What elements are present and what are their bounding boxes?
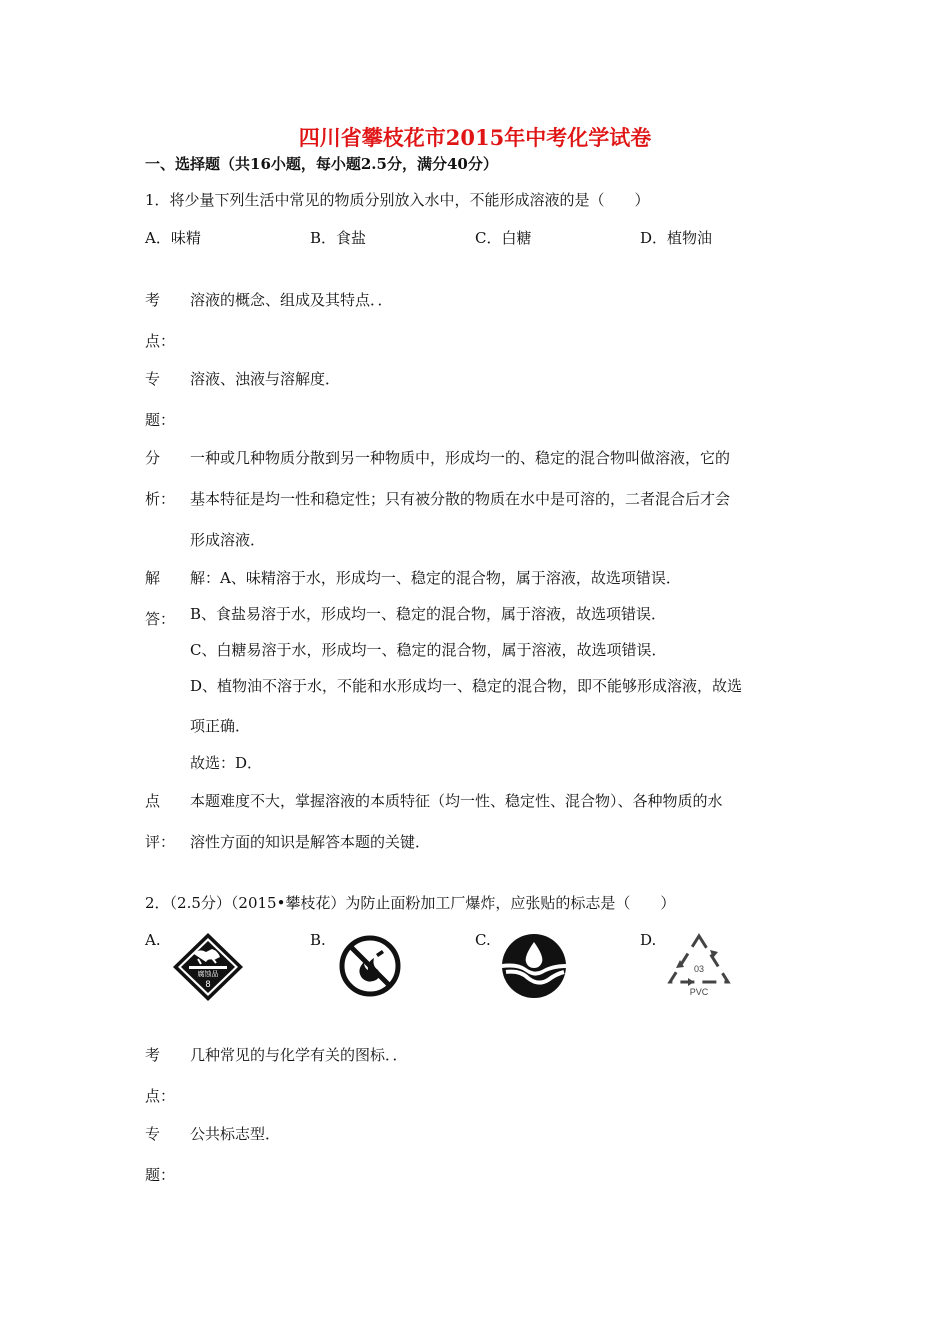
q1-option-a: A．味精 — [145, 229, 201, 247]
q1-zhuanti-label-2: 题： — [145, 411, 176, 429]
q1-dianping-line-1: 本题难度不大，掌握溶液的本质特征（均一性、稳定性、混合物）、各种物质的水 — [190, 792, 723, 810]
corrosive-sign-icon — [172, 932, 244, 1002]
q1-jieda-line-2: B、食盐易溶于水，形成均一、稳定的混合物，属于溶液，故选项错误． — [190, 605, 667, 623]
q2-option-d: D. — [640, 931, 657, 949]
q1-dianping-line-2: 溶性方面的知识是解答本题的关键． — [190, 833, 431, 851]
q1-zhuanti-label-1: 专 — [145, 370, 161, 388]
q1-option-c: C．白糖 — [475, 229, 532, 247]
q2-kaodian-text: 几种常见的与化学有关的图标．． — [190, 1046, 408, 1064]
q1-fenxi-line-1: 一种或几种物质分散到另一种物质中，形成均一的、稳定的混合物叫做溶液，它的 — [190, 449, 731, 467]
q1-fenxi-line-2: 基本特征是均一性和稳定性；只有被分散的物质在水中是可溶的，二者混合后才会 — [190, 490, 731, 508]
q1-kaodian-text: 溶液的概念、组成及其特点．． — [190, 291, 393, 309]
q2-kaodian-label-2: 点： — [145, 1087, 176, 1105]
q1-jieda-line-5: 项正确． — [190, 717, 251, 735]
q1-fenxi-line-3: 形成溶液． — [190, 531, 266, 549]
water-saving-icon — [500, 932, 568, 1000]
corrosive-sign-number: 8 — [205, 979, 211, 989]
q1-jieda-label-2: 答： — [145, 610, 176, 628]
q1-jieda-line-1: 解：A、味精溶于水，形成均一、稳定的混合物，属于溶液，故选项错误． — [190, 569, 681, 587]
q1-dianping-label-1: 点 — [145, 792, 161, 810]
q1-zhuanti-text: 溶液、浊液与溶解度． — [190, 370, 341, 388]
q2-option-a: A. — [145, 931, 161, 949]
recycling-code: 03 — [693, 964, 705, 974]
recycling-material: PVC — [689, 987, 709, 997]
q1-option-b: B．食盐 — [310, 229, 367, 247]
question-1-stem: 1．将少量下列生活中常见的物质分别放入水中，不能形成溶液的是（ ） — [145, 191, 650, 209]
q1-option-d: D．植物油 — [640, 229, 713, 247]
q2-option-b: B. — [310, 931, 326, 949]
q1-jieda-label-1: 解 — [145, 569, 161, 587]
q2-kaodian-label-1: 考 — [145, 1046, 161, 1064]
q2-option-c: C. — [475, 931, 491, 949]
q2-zhuanti-label-2: 题： — [145, 1166, 176, 1184]
q1-fenxi-label-2: 析： — [145, 490, 176, 508]
q2-zhuanti-text: 公共标志型． — [190, 1125, 281, 1143]
no-open-flame-icon — [338, 934, 402, 998]
q2-zhuanti-label-1: 专 — [145, 1125, 161, 1143]
q1-kaodian-label-2: 点： — [145, 332, 176, 350]
q1-jieda-line-6: 故选：D． — [190, 754, 263, 772]
section-heading: 一、选择题（共16小题，每小题2.5分，满分40分） — [145, 155, 498, 173]
q1-jieda-line-4: D、植物油不溶于水，不能和水形成均一、稳定的混合物，即不能够形成溶液，故选 — [190, 677, 743, 695]
q1-jieda-line-3: C、白糖易溶于水，形成均一、稳定的混合物，属于溶液，故选项错误． — [190, 641, 667, 659]
page-title: 四川省攀枝花市2015年中考化学试卷 — [298, 125, 652, 150]
q1-dianping-label-2: 评： — [145, 833, 176, 851]
question-2-stem: 2．（2.5分）（2015•攀枝花）为防止面粉加工厂爆炸，应张贴的标志是（ ） — [145, 894, 676, 912]
corrosive-sign-label: 腐蚀品 — [197, 971, 219, 978]
q1-kaodian-label-1: 考 — [145, 291, 161, 309]
q1-fenxi-label-1: 分 — [145, 449, 161, 467]
recycling-symbol-icon — [664, 932, 734, 998]
